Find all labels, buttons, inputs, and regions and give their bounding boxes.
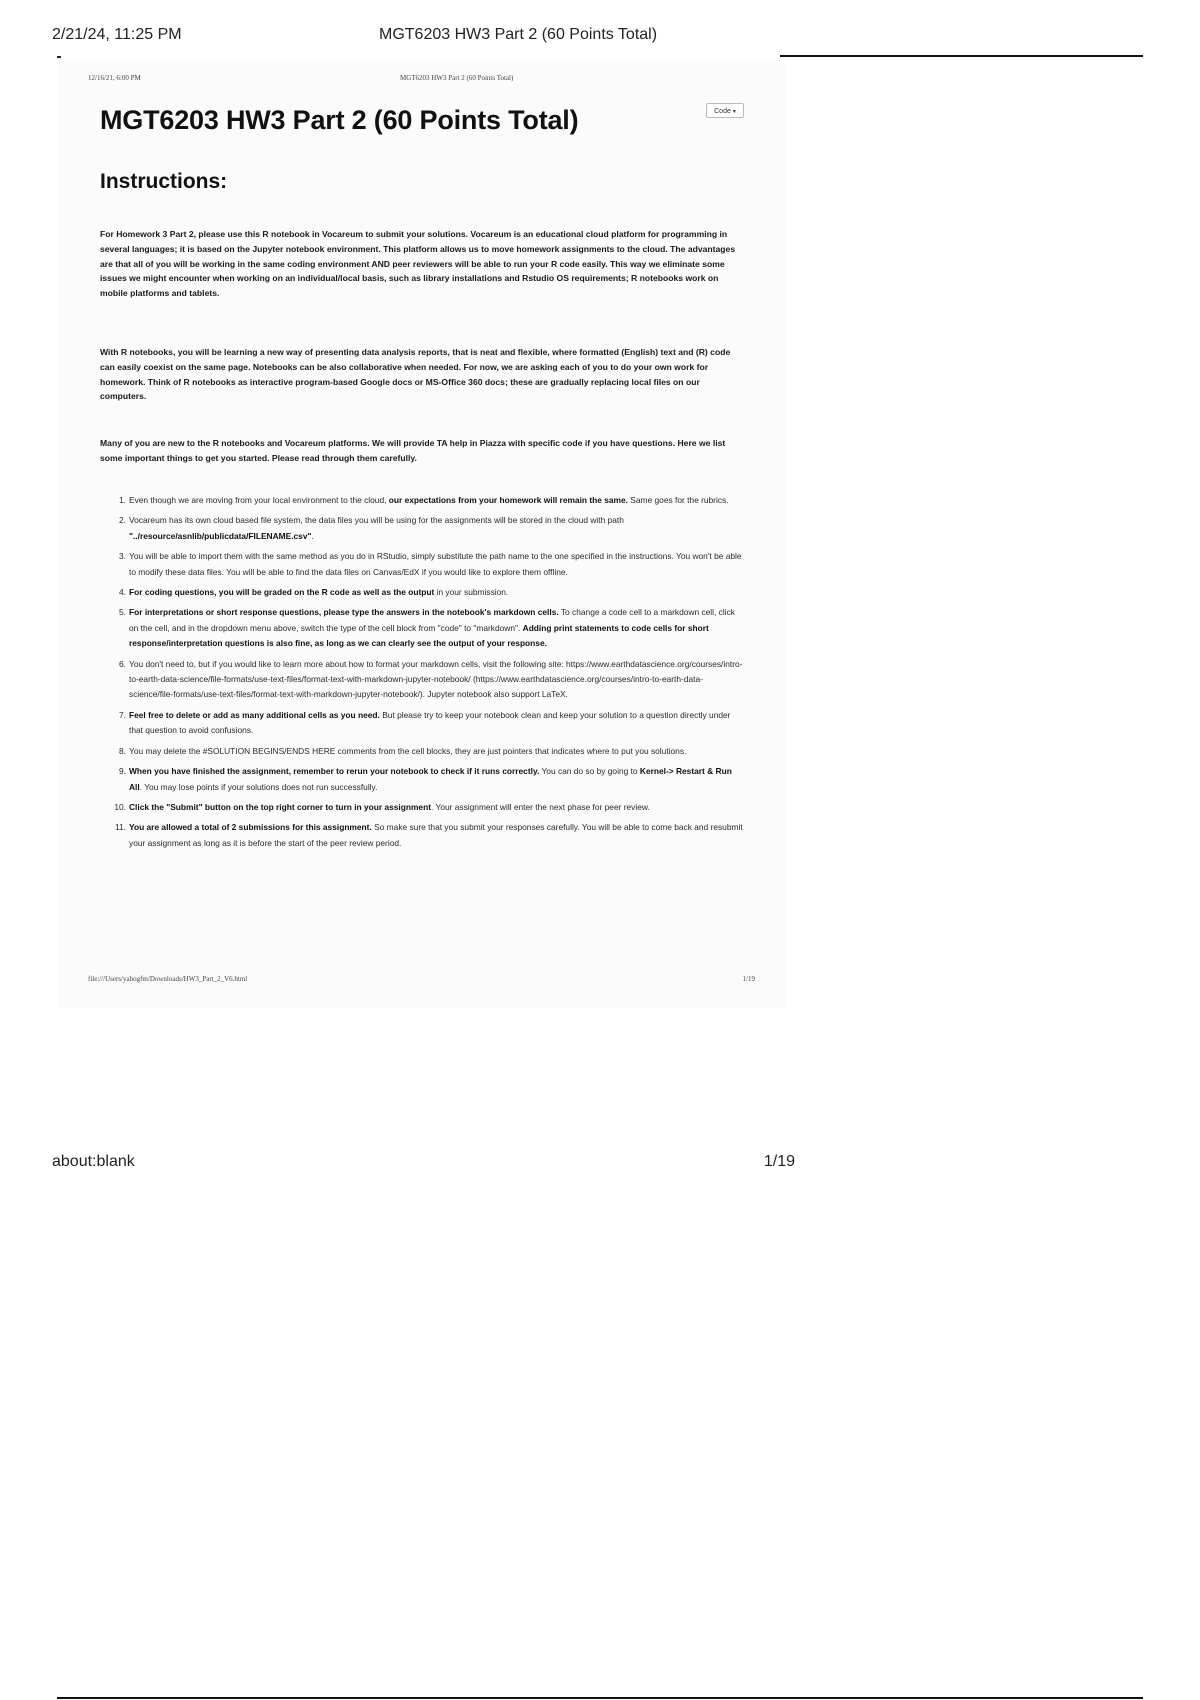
list-item-bold: "../resource/asnlib/publicdata/FILENAME.csv" xyxy=(129,530,312,541)
list-item xyxy=(100,605,745,651)
list-item-bold: For interpretations or short response questions, please type the answers in the notebook's markdown cells. xyxy=(129,607,559,618)
list-item-number: 6. xyxy=(119,658,126,669)
inner-datetime: 12/16/21, 6:00 PM xyxy=(88,74,141,82)
list-item-text: You may delete the #SOLUTION BEGINS/ENDS HERE comments from the cell blocks, they are just pointers that indicates where to put you solutions. xyxy=(129,745,687,756)
inner-page-number: 1/19 xyxy=(742,975,755,983)
list-item-bold: Feel free to delete or add as many additional cells as you need. xyxy=(129,709,380,720)
section-heading: Instructions: xyxy=(100,170,228,193)
list-item-bold: For coding questions, you will be graded on the R code as well as the output xyxy=(129,587,435,598)
list-item xyxy=(100,800,745,815)
list-item-text: But please try to keep your notebook clean and keep your solution to a question directly under that question to avoid confusions. xyxy=(129,709,731,736)
list-item-number: 4. xyxy=(119,587,126,598)
list-item xyxy=(100,585,745,600)
list-item-number: 9. xyxy=(119,766,126,777)
list-item xyxy=(100,764,745,795)
print-title: MGT6203 HW3 Part 2 (60 Points Total) xyxy=(379,26,658,43)
list-item-number: 11. xyxy=(114,822,126,833)
list-item-bold: Kernel-> Restart & Run All xyxy=(129,766,732,792)
list-item-number: 1. xyxy=(119,495,126,505)
divider xyxy=(57,1697,1143,1699)
list-item-text: Even though we are moving from your local environment to the cloud, xyxy=(129,495,389,505)
print-datetime: 2/21/24, 11:25 PM xyxy=(52,26,182,43)
cell-type-label: Code xyxy=(714,108,731,115)
print-header xyxy=(52,26,1148,48)
embedded-page xyxy=(58,63,785,1008)
list-item-text: So make sure that you submit your responses carefully. You will be able to come back and resubmit your assignment as long as it is before the start of the peer review period. xyxy=(129,822,743,848)
list-item xyxy=(100,493,745,508)
list-item-bold: our expectations from your homework will remain the same. xyxy=(388,495,628,505)
inner-title: MGT6203 HW3 Part 2 (60 Points Total) xyxy=(400,74,514,82)
list-item-number: 8. xyxy=(119,745,126,756)
list-item-bold: Adding print statements to code cells for short response/interpretation questions is also fine, as long as we can clearly see the output of your response. xyxy=(129,622,709,649)
list-item xyxy=(100,549,745,580)
list-item-text: . xyxy=(311,530,314,541)
list-item-text: . You may lose points if your solutions does not run successfully. xyxy=(139,781,378,792)
list-item-number: 10. xyxy=(114,801,126,812)
print-footer xyxy=(52,1153,800,1175)
list-item-text: You don't need to, but if you would like to learn more about how to format your markdown cells, visit the following site: https://www.earthdatascience.org/courses/intro-to-earth-data-science/file-formats/use-text-files/format-text-with-markdown-jupyter-notebook/ (https://www.earthdatascience.org/courses/intro-to-earth-data-science/file-formats/use-text-files/format-text-with-markdown-jupyter-notebook/). Jupyter notebook also support LaTeX. xyxy=(129,658,743,700)
list-item-text: To change a code cell to a markdown cell, click on the cell, and in the dropdown menu above, switch the type of the cell block from "code" to "markdown". xyxy=(129,607,735,633)
list-item-bold: You are allowed a total of 2 submissions for this assignment. xyxy=(129,822,372,833)
list-item-text: Vocareum has its own cloud based file system, the data files you will be using for the assignments will be stored in the cloud with path xyxy=(129,515,624,526)
inner-file-path: file:///Users/yabogfm/Downloads/HW3_Part_2_V6.html xyxy=(88,975,248,983)
list-item xyxy=(100,744,745,759)
intro-paragraph: Many of you are new to the R notebooks and Vocareum platforms. We will provide TA help in Piazza with specific code if you have questions. Here we list some important things to get you started. Please read through them carefully. xyxy=(100,438,726,463)
list-item-number: 5. xyxy=(119,607,126,618)
print-page-number: 1/19 xyxy=(763,1153,795,1170)
list-item-text: in your submission. xyxy=(434,587,509,598)
divider xyxy=(57,56,61,58)
list-item xyxy=(100,657,745,703)
list-item xyxy=(100,820,745,851)
intro-paragraph: For Homework 3 Part 2, please use this R notebook in Vocareum to submit your solutions. Vocareum is an educational cloud platform for programming in several languages; it is based on the Jupyter notebook environment. This platform allows us to move homework assignments to the cloud. The advantages are that all of you will be working in the same coding environment AND peer reviewers will be able to run your R code easily. This way we eliminate some issues we might encounter when working on an individual/local basis, such as library installations and Rstudio OS requirements; R notebooks work on mobile platforms and tablets. xyxy=(100,229,736,299)
inner-print-header xyxy=(88,74,755,86)
print-url: about:blank xyxy=(52,1153,135,1170)
list-item-bold: Click the "Submit" button on the top right corner to turn in your assignment xyxy=(129,801,431,812)
list-item-text: You can do so by going to xyxy=(539,766,640,777)
list-item xyxy=(100,513,745,544)
list-item-number: 7. xyxy=(119,709,126,720)
divider xyxy=(780,55,1143,57)
list-item-number: 3. xyxy=(119,551,126,562)
cell-type-dropdown[interactable] xyxy=(706,103,744,118)
notebook-title: MGT6203 HW3 Part 2 (60 Points Total) xyxy=(100,105,579,135)
list-item-text: . Your assignment will enter the next phase for peer review. xyxy=(431,801,650,812)
intro-paragraph: With R notebooks, you will be learning a new way of presenting data analysis reports, that is neat and flexible, where formatted (English) text and (R) code can easily coexist on the same page. Notebooks can be also collaborative when needed. For now, we are asking each of you to do your own work for homework. Think of R notebooks as interactive program-based Google docs or MS-Office 360 docs; these are gradually replacing local files on our computers. xyxy=(100,347,731,402)
inner-print-footer xyxy=(88,975,755,987)
list-item-bold: When you have finished the assignment, remember to rerun your notebook to check if it runs correctly. xyxy=(129,766,540,777)
list-item xyxy=(100,708,745,739)
list-item-number: 2. xyxy=(119,515,126,526)
chevron-down-icon: ▾ xyxy=(732,109,736,115)
instructions-list xyxy=(100,493,745,856)
list-item-text: You will be able to import them with the same method as you do in RStudio, simply substitute the path name to the one specified in the instructions. You won't be able to modify these data files. You will be able to find the data files on Canvas/EdX if you would like to explore them offline. xyxy=(129,551,742,577)
list-item-text: Same goes for the rubrics. xyxy=(627,495,729,505)
